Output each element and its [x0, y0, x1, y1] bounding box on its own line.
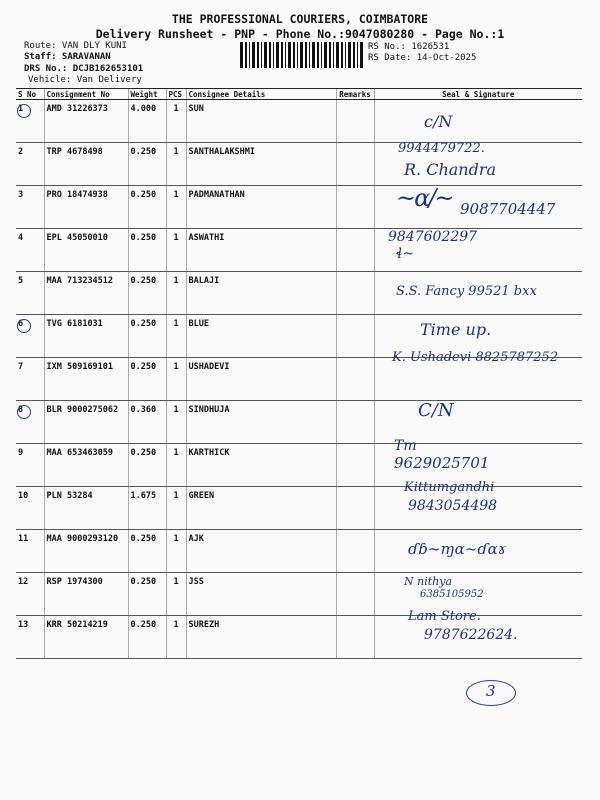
row-consignee: PADMANATHAN — [186, 186, 336, 229]
col-pcs: PCS — [166, 89, 186, 100]
row-sno: 10 — [16, 487, 44, 530]
handwritten-mark-9: Tm — [394, 438, 417, 454]
table-row — [16, 487, 582, 530]
row-remarks — [336, 358, 374, 401]
row-consignment: MAA 653463059 — [44, 444, 128, 487]
row-pcs: 1 — [166, 186, 186, 229]
table-header-row — [16, 89, 582, 100]
circle-mark — [17, 104, 31, 118]
runsheet-table — [16, 88, 582, 659]
col-remarks: Remarks — [336, 89, 374, 100]
row-remarks — [336, 186, 374, 229]
row-pcs: 1 — [166, 143, 186, 186]
handwritten-note-5: S.S. Fancy 99521 bxx — [396, 284, 537, 299]
row-consignee: AJK — [186, 530, 336, 573]
row-pcs: 1 — [166, 315, 186, 358]
col-weight: Weight — [128, 89, 166, 100]
row-consignee: USHADEVI — [186, 358, 336, 401]
handwritten-phone-13: 9787622624. — [424, 627, 518, 643]
table-row — [16, 401, 582, 444]
row-consignment: BLR 9000275062 — [44, 401, 128, 444]
row-consignment: MAA 9000293120 — [44, 530, 128, 573]
row-remarks — [336, 143, 374, 186]
row-consignment: IXM 509169101 — [44, 358, 128, 401]
row-consignment: AMD 31226373 — [44, 100, 128, 143]
col-consignment: Consignment No — [44, 89, 128, 100]
row-consignment: EPL 45050010 — [44, 229, 128, 272]
table-row — [16, 573, 582, 616]
handwritten-phone-3: 9087704447 — [460, 200, 556, 218]
row-consignment: TVG 6181031 — [44, 315, 128, 358]
row-consignee: SUN — [186, 100, 336, 143]
table-row — [16, 143, 582, 186]
row-signature — [374, 100, 582, 143]
handwritten-note-1: c/N — [424, 112, 453, 131]
row-pcs: 1 — [166, 530, 186, 573]
row-weight: 0.250 — [128, 143, 166, 186]
table-row — [16, 229, 582, 272]
table-row — [16, 100, 582, 143]
row-sno: 11 — [16, 530, 44, 573]
row-weight: 1.675 — [128, 487, 166, 530]
row-consignee: SUREZH — [186, 616, 336, 659]
row-weight: 0.250 — [128, 573, 166, 616]
vehicle-label: Vehicle: Van Delivery — [28, 75, 142, 85]
circle-mark — [17, 319, 31, 333]
row-consignee: KARTHICK — [186, 444, 336, 487]
rs-number: RS No.: 1626531 — [368, 42, 450, 52]
handwritten-phone-9: 9629025701 — [394, 454, 490, 472]
row-consignment: PLN 53284 — [44, 487, 128, 530]
row-consignee: GREEN — [186, 487, 336, 530]
row-weight: 4.000 — [128, 100, 166, 143]
handwritten-note-8: C/N — [418, 400, 454, 421]
row-weight: 0.250 — [128, 444, 166, 487]
route-label: Route: VAN DLY KUNI — [24, 41, 127, 51]
drs-number: DRS No.: DCJB162653101 — [24, 64, 144, 74]
company-title: THE PROFESSIONAL COURIERS, COIMBATORE — [171, 12, 429, 26]
handwritten-signature-2: R. Chandra — [404, 160, 497, 179]
row-consignment: MAA 713234512 — [44, 272, 128, 315]
row-remarks — [336, 100, 374, 143]
handwritten-signature-12: N nithya — [404, 575, 453, 588]
row-consignee: SANTHALAKSHMI — [186, 143, 336, 186]
row-sno: 4 — [16, 229, 44, 272]
col-sno: S No — [16, 89, 44, 100]
row-consignment: KRR 50214219 — [44, 616, 128, 659]
row-remarks — [336, 487, 374, 530]
barcode — [240, 42, 364, 68]
row-sno: 1 — [16, 100, 44, 143]
runsheet-subtitle: Delivery Runsheet - PNP - Phone No.:9047080280 - Page No.:1 — [95, 27, 505, 41]
handwritten-page-number: 3 — [486, 682, 496, 700]
handwritten-signature-10: Kittumgandhi — [404, 480, 495, 495]
page-number-circle — [466, 680, 516, 706]
row-consignee: BLUE — [186, 315, 336, 358]
row-weight: 0.360 — [128, 401, 166, 444]
row-consignee: ASWATHI — [186, 229, 336, 272]
row-remarks — [336, 315, 374, 358]
row-sno: 2 — [16, 143, 44, 186]
row-sno: 12 — [16, 573, 44, 616]
row-pcs: 1 — [166, 358, 186, 401]
handwritten-phone-2: 9944479722. — [398, 141, 485, 156]
row-pcs: 1 — [166, 573, 186, 616]
row-pcs: 1 — [166, 272, 186, 315]
table-row — [16, 444, 582, 487]
row-sno: 3 — [16, 186, 44, 229]
row-sno: 9 — [16, 444, 44, 487]
row-remarks — [336, 444, 374, 487]
row-remarks — [336, 401, 374, 444]
handwritten-phone-10: 9843054498 — [408, 498, 498, 514]
row-sno: 13 — [16, 616, 44, 659]
row-weight: 0.250 — [128, 616, 166, 659]
row-sno: 6 — [16, 315, 44, 358]
row-consignment: TRP 4678498 — [44, 143, 128, 186]
row-consignment: RSP 1974300 — [44, 573, 128, 616]
row-consignee: JSS — [186, 573, 336, 616]
row-weight: 0.250 — [128, 358, 166, 401]
handwritten-signature-11: ɗɓ~ɱɑ~ɗɑɤ — [408, 540, 507, 558]
row-pcs: 1 — [166, 444, 186, 487]
row-pcs: 1 — [166, 100, 186, 143]
row-weight: 0.250 — [128, 272, 166, 315]
row-weight: 0.250 — [128, 530, 166, 573]
row-remarks — [336, 272, 374, 315]
handwritten-signature-4: ɬ~ — [396, 246, 415, 262]
row-pcs: 1 — [166, 616, 186, 659]
circle-mark — [17, 405, 31, 419]
col-consignee: Consignee Details — [186, 89, 336, 100]
row-sno: 5 — [16, 272, 44, 315]
col-signature: Seal & Signature — [374, 89, 582, 100]
row-remarks — [336, 573, 374, 616]
handwritten-signature-3: ~ɑ/~ — [396, 184, 453, 212]
rs-date: RS Date: 14-Oct-2025 — [368, 53, 477, 63]
staff-label: Staff: SARAVANAN — [24, 52, 111, 62]
row-remarks — [336, 229, 374, 272]
row-sno: 8 — [16, 401, 44, 444]
row-pcs: 1 — [166, 487, 186, 530]
row-pcs: 1 — [166, 229, 186, 272]
row-remarks — [336, 530, 374, 573]
row-consignee: BALAJI — [186, 272, 336, 315]
row-pcs: 1 — [166, 401, 186, 444]
row-weight: 0.250 — [128, 315, 166, 358]
handwritten-phone-4: 9847602297 — [388, 229, 478, 245]
row-remarks — [336, 616, 374, 659]
row-consignee: SINDHUJA — [186, 401, 336, 444]
handwritten-note-13: Lam Store. — [408, 609, 481, 624]
row-weight: 0.250 — [128, 229, 166, 272]
row-consignment: PRO 18474938 — [44, 186, 128, 229]
row-sno: 7 — [16, 358, 44, 401]
handwritten-signature-7: K. Ushadevi 8825787252 — [392, 350, 559, 365]
handwritten-phone-12: 6385105952 — [420, 589, 484, 600]
row-weight: 0.250 — [128, 186, 166, 229]
handwritten-note-6: Time up. — [420, 320, 492, 339]
